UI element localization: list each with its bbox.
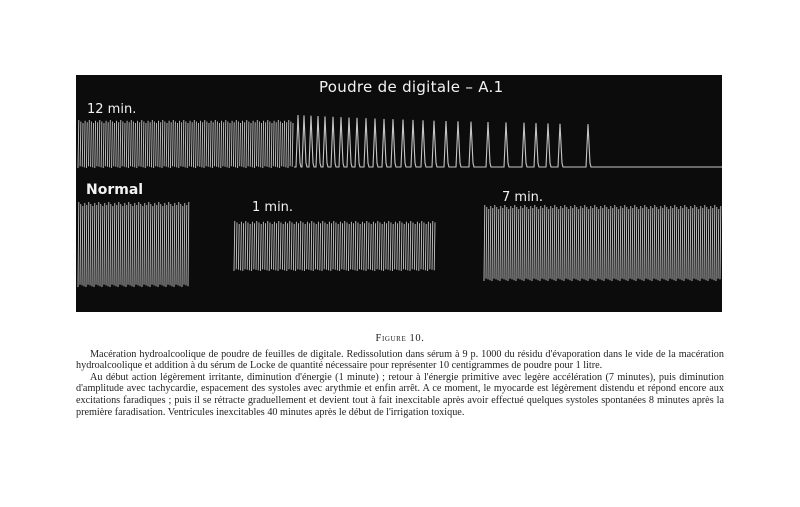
trace-7min [484,205,721,281]
kymograph-traces [76,75,722,312]
caption-paragraph-1: Macération hydroalcoolique de poudre de feuilles de digitale. Redissolution dans sérum à 9 p. 1000 du résidu d'évaporation dans le vide de la macération hydroalcoolique et addition à du sérum de Locke de quantité nécessaire pour représenter 10 centigrammes de poudre pour 1 litre. [76,348,724,372]
trace-arrhythmia-spikes [294,115,722,167]
label-7-min: 7 min. [502,190,544,205]
trace-12min-dense [78,120,293,168]
label-12-min: 12 min. [87,102,137,117]
figure-label: Figure 10. [375,333,425,344]
figure-caption [76,333,724,418]
plate-title: Poudre de digitale – A.1 [319,78,504,96]
trace-normal [78,202,189,287]
caption-paragraph-2: Au début action légèrement irritante, diminution d'énergie (1 minute) ; retour à l'énergie primitive avec legère accélération (7 minutes), puis diminution d'amplitude avec tachycardie, espacement des systoles avec arythmie et enfin arrêt. A ce moment, le myocarde est légèrement distendu et répond encore aux excitations faradiques ; puis il se rétracte graduellement et devient tout à fait inexcitable après avoir effectué quelques systoles spontanées 8 minutes après la première faradisation. Ventricules inexcitables 40 minutes après le début de l'irrigation toxique. [76,371,724,418]
label-normal: Normal [86,182,144,198]
label-1-min: 1 min. [252,200,294,215]
kymograph-plate [76,75,722,312]
trace-1min [234,221,435,271]
